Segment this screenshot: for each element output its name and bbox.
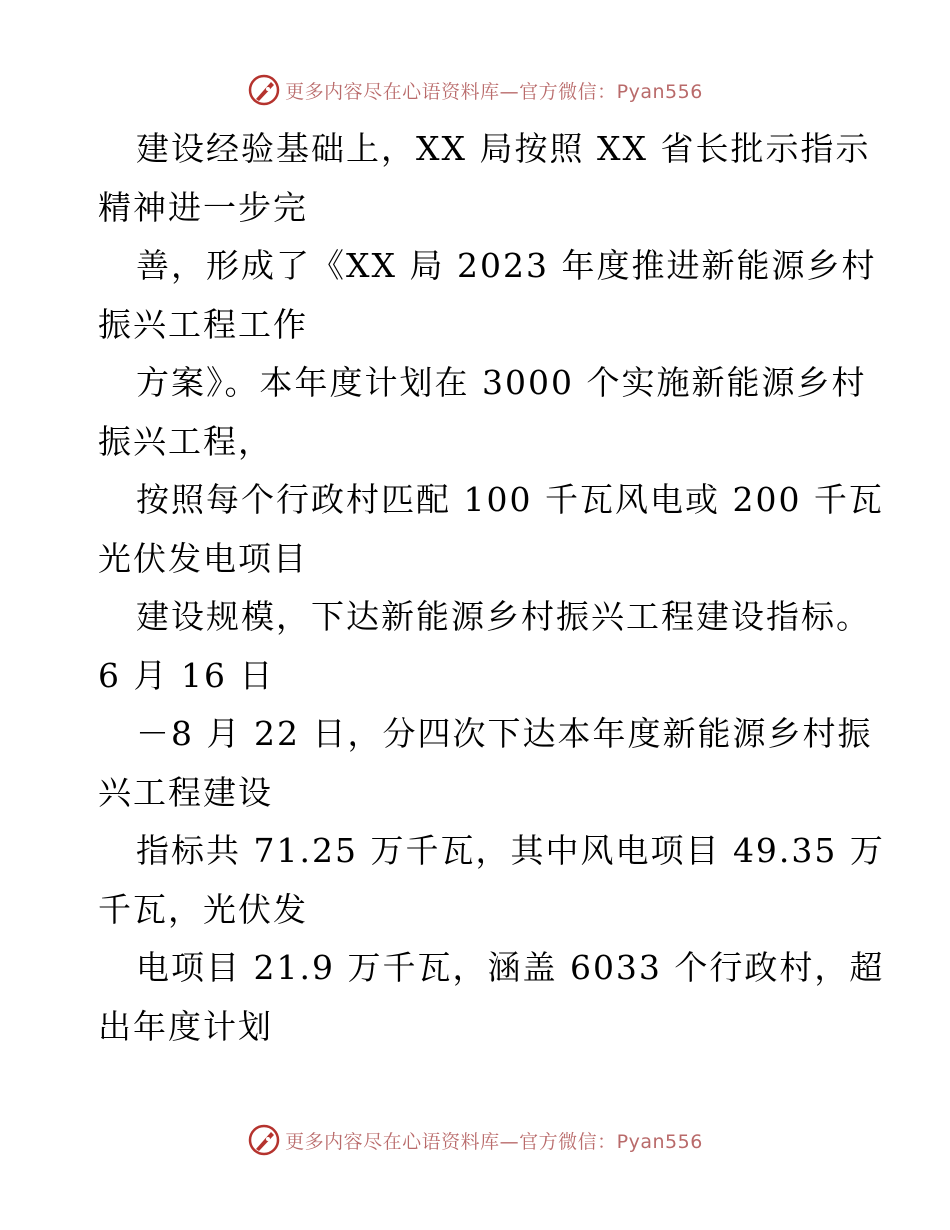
body-line: 6 月 16 日: [98, 655, 275, 695]
body-line: 振兴工程工作: [98, 304, 308, 344]
header-banner: [0, 70, 950, 110]
body-line: 光伏发电项目: [98, 538, 308, 578]
body-line: 善，形成了《XX 局 2023 年度推进新能源乡村: [136, 246, 877, 285]
body-line: 千瓦，光伏发: [98, 889, 308, 929]
footer-banner: [0, 1120, 950, 1160]
body-line: 兴工程建设: [98, 772, 273, 812]
pen-nib-logo-icon: [247, 1123, 281, 1157]
body-line: －8 月 22 日，分四次下达本年度新能源乡村振: [136, 714, 873, 753]
body-line: 指标共 71.25 万千瓦，其中风电项目 49.35 万: [136, 831, 885, 870]
body-line: 按照每个行政村匹配 100 千瓦风电或 200 千瓦: [136, 480, 884, 519]
body-line: 建设规模，下达新能源乡村振兴工程建设指标。: [136, 597, 871, 636]
header-banner-text: 更多内容尽在心语资料库—官方微信：Pyan556: [285, 80, 703, 103]
footer-banner-text: 更多内容尽在心语资料库—官方微信：Pyan556: [285, 1130, 703, 1153]
body-line: 精神进一步完: [98, 187, 308, 227]
document-body: [98, 120, 885, 1056]
body-line: 出年度计划: [98, 1006, 273, 1046]
body-line: 方案》。本年度计划在 3000 个实施新能源乡村: [136, 363, 867, 402]
body-line: 振兴工程，: [98, 421, 273, 461]
body-line: 电项目 21.9 万千瓦，涵盖 6033 个行政村，超: [136, 948, 885, 987]
pen-nib-logo-icon: [247, 73, 281, 107]
body-line: 建设经验基础上，XX 局按照 XX 省长批示指示: [136, 129, 871, 168]
